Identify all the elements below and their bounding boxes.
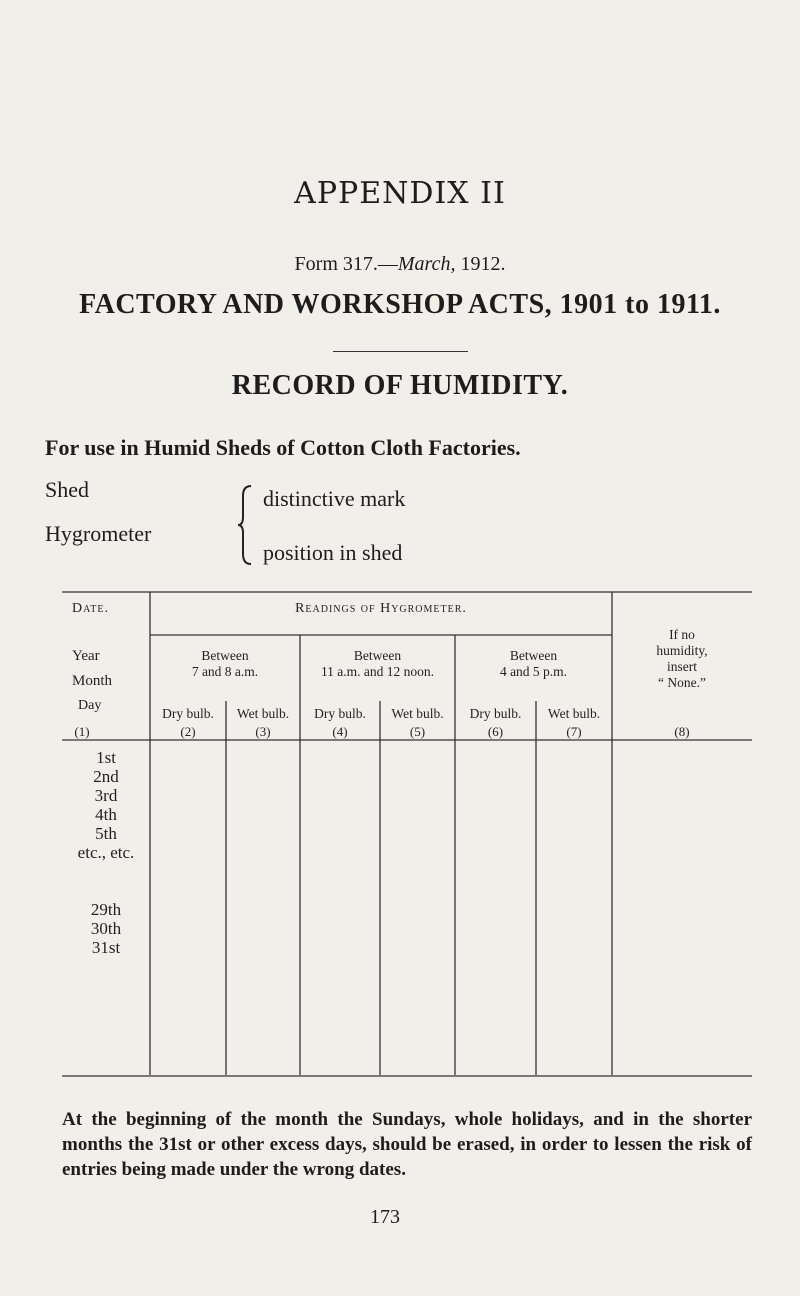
bulb-label-7: Wet bulb. [547, 706, 601, 721]
column-number-4: (4) [332, 724, 348, 739]
period-3-line-1: Between [509, 648, 558, 663]
form-year: 1912. [455, 253, 506, 275]
column-number-5: (5) [409, 724, 426, 739]
no-humidity-line-2: humidity, [656, 643, 708, 658]
no-humidity-line-4: “ None.” [658, 675, 706, 690]
no-humidity-header [612, 627, 752, 691]
period-2-header [300, 648, 455, 680]
period-1-header [150, 648, 300, 680]
column-number-6: (6) [487, 724, 504, 739]
period-2-line-1: Between [353, 648, 402, 663]
bulb-label-5: Wet bulb. [391, 706, 444, 721]
form-number [0, 253, 800, 276]
column-number-1: (1) [74, 724, 90, 739]
year-label: Year [72, 648, 100, 664]
hygrometer-label: Hygrometer [45, 521, 152, 546]
page-number: 173 [370, 1206, 400, 1228]
month-label: Month [72, 673, 113, 689]
bulb-label-3: Wet bulb. [236, 706, 290, 721]
day-row: 2nd [93, 767, 119, 786]
no-humidity-line-1: If no [669, 627, 695, 642]
divider [333, 351, 468, 352]
position-label: position in shed [263, 540, 403, 565]
record-title: RECORD OF HUMIDITY. [231, 370, 569, 401]
period-3-line-2: 4 and 5 p.m. [499, 664, 568, 679]
shed-label: Shed [45, 477, 89, 502]
day-row: 1st [96, 748, 116, 767]
form-month: March, [397, 253, 456, 275]
day-row: etc., etc. [77, 843, 135, 862]
column-number-3: (3) [255, 724, 271, 739]
period-1-line-1: Between [201, 648, 249, 663]
column-number-8: (8) [674, 724, 690, 739]
period-1-line-2: 7 and 8 a.m. [191, 664, 259, 679]
day-row: 30th [90, 919, 122, 938]
distinctive-mark-label: distinctive mark [263, 486, 406, 511]
day-row: 29th [90, 900, 122, 919]
day-label: Day [78, 698, 102, 713]
day-row [62, 862, 150, 900]
appendix-title: APPENDIX II [294, 176, 506, 211]
humidity-record-table [0, 590, 800, 1090]
day-list [62, 748, 150, 957]
readings-header: Readings of Hygrometer. [295, 601, 467, 616]
day-row: 5th [95, 824, 117, 843]
bulb-label-6: Dry bulb. [469, 706, 522, 721]
date-header: Date. [72, 601, 109, 616]
day-row: 4th [95, 805, 117, 824]
footnote: At the beginning of the month the Sundays, whole holidays, and in the shorter months the 31st or other excess days, should be erased, in order to lessen the risk of entries being made under the wrong dates. [62, 1109, 752, 1180]
column-number-7: (7) [566, 724, 582, 739]
usage-subtitle: For use in Humid Sheds of Cotton Cloth Factories. [45, 435, 521, 460]
column-number-2: (2) [180, 724, 196, 739]
acts-title: FACTORY AND WORKSHOP ACTS, 1901 to 1911. [79, 289, 721, 320]
day-row: 3rd [94, 786, 118, 805]
bulb-label-4: Dry bulb. [314, 706, 366, 721]
period-3-header [455, 648, 612, 680]
brace-icon [236, 484, 256, 570]
form-prefix: Form 317.— [294, 253, 398, 275]
period-2-line-2: 11 a.m. and 12 noon. [320, 664, 435, 679]
bulb-label-2: Dry bulb. [162, 706, 214, 721]
no-humidity-line-3: insert [667, 659, 697, 674]
day-row: 31st [91, 938, 121, 957]
